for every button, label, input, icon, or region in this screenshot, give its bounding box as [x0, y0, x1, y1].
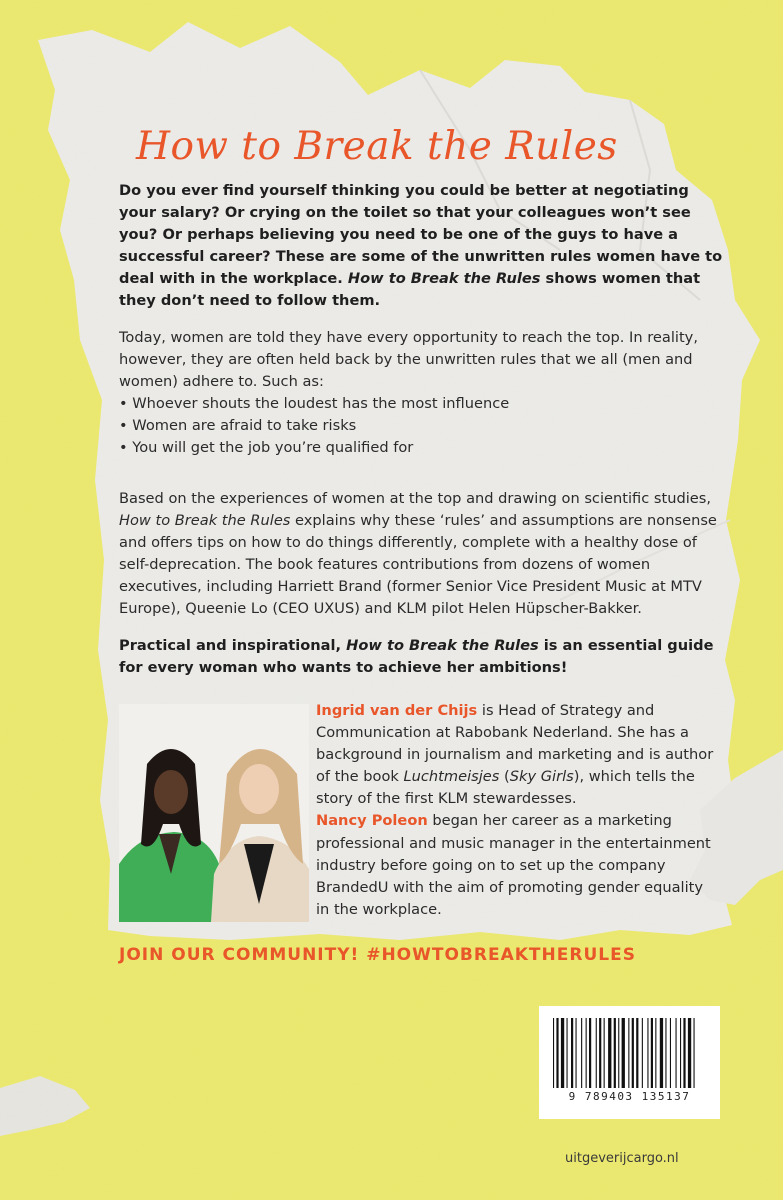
author-name-nancy: Nancy Poleon [316, 812, 428, 830]
book-title: How to Break the Rules [136, 124, 618, 169]
barcode-bar [670, 1018, 671, 1088]
isbn-barcode [539, 1006, 720, 1119]
list-item: • Whoever shouts the loudest has the most influence [119, 395, 510, 413]
author-photo [119, 704, 309, 922]
author-bio-1a: is Head of Strategy and Communication at Rabobank Nederland. She has a background in journalism and marketing and is author of the book [316, 702, 714, 786]
barcode-bar [618, 1018, 619, 1088]
intro-paragraph [119, 180, 729, 313]
barcode-bar [655, 1018, 656, 1088]
barcode-bar [660, 1018, 663, 1088]
rules-list [119, 393, 729, 459]
isbn-number: 9 789403 135137 [568, 1090, 691, 1103]
rules-paragraph [119, 327, 729, 460]
author-name-ingrid: Ingrid van der Chijs [316, 702, 478, 719]
book-title-english: Sky Girls [509, 768, 574, 786]
description-text-c: explains why these ‘rules’ and assumptions are nonsense and offers tips on how to do things differently, complete with a healthy dose of self-deprecation. The book features contributions from dozens of women executives, including Harriett Brand (former Senior Vice President Music at MTV Europe), Queenie Lo (CEO UXUS) and KLM pilot Helen Hüpscher-Bakker. [119, 512, 717, 618]
description-paragraph [119, 488, 729, 621]
barcode-bar [683, 1018, 685, 1088]
author-bio-2: began her career as a marketing professional and music manager in the entertainment industry before going on to set up the company BrandedU with the aim of promoting gender equality in the workplace. [316, 812, 711, 918]
barcode-bar [556, 1018, 558, 1088]
barcode-bar [608, 1018, 611, 1088]
barcode-bar [636, 1018, 638, 1088]
barcode-bar [632, 1018, 634, 1088]
barcode-bar [571, 1018, 573, 1088]
closing-title-italic: How to Break the Rules [346, 637, 539, 654]
barcode-bar [680, 1018, 681, 1088]
description-title-italic: How to Break the Rules [119, 512, 291, 530]
book-title-dutch: Luchtmeisjes [403, 768, 500, 786]
barcode-bar [651, 1018, 653, 1088]
barcode-bar [581, 1018, 582, 1088]
barcode-bar [576, 1018, 577, 1088]
description-text-a: Based on the experiences of women at the top and drawing on scientific studies, [119, 490, 711, 507]
author-bio-1b: ( [499, 768, 510, 786]
barcode-bar [599, 1018, 601, 1088]
barcode-bar [614, 1018, 616, 1088]
list-item: • You will get the job you’re qualified for [119, 439, 414, 457]
barcode-bar [647, 1018, 648, 1088]
barcode-bar [676, 1018, 677, 1088]
rules-intro: Today, women are told they have every opportunity to reach the top. In reality, however, they are often held back by the unwritten rules that we all (men and women) adhere to. Such as: [119, 329, 698, 391]
barcode-bar [553, 1018, 554, 1088]
author-bios [316, 700, 716, 921]
publisher-website[interactable]: uitgeverijcargo.nl [565, 1151, 679, 1166]
barcode-bar [694, 1018, 695, 1088]
barcode-bar [567, 1018, 568, 1088]
intro-text-end: shows women that they don’t need to follow them. [119, 270, 701, 310]
author-bio-1c: ), which tells the story of the first KLM stewardesses. [316, 768, 695, 808]
barcode-bar [688, 1018, 691, 1088]
barcode-bar [622, 1018, 625, 1088]
barcode-graphic [539, 1006, 720, 1092]
barcode-bar [665, 1018, 666, 1088]
barcode-bar [561, 1018, 564, 1088]
intro-text: Do you ever find yourself thinking you could be better at negotiating your salary? Or crying on the toilet so that your colleagues won’t see you? Or perhaps believing you need to be one of the guys to have a successful career? These are some of the unwritten rules women have to deal with in the workplace. [119, 182, 723, 288]
closing-paragraph [119, 635, 729, 679]
barcode-bar [596, 1018, 597, 1088]
closing-text-a: Practical and inspirational, [119, 637, 347, 654]
closing-text-c: is an essential guide for every woman who wants to achieve her ambitions! [119, 637, 714, 677]
barcode-bar [589, 1018, 591, 1088]
barcode-bar [586, 1018, 587, 1088]
list-item: • Women are afraid to take risks [119, 417, 357, 435]
barcode-bar [642, 1018, 643, 1088]
community-hashtag: JOIN OUR COMMUNITY! #HOWTOBREAKTHERULES [119, 945, 636, 965]
barcode-bar [604, 1018, 605, 1088]
barcode-bar [628, 1018, 629, 1088]
intro-title-italic: How to Break the Rules [347, 270, 541, 288]
